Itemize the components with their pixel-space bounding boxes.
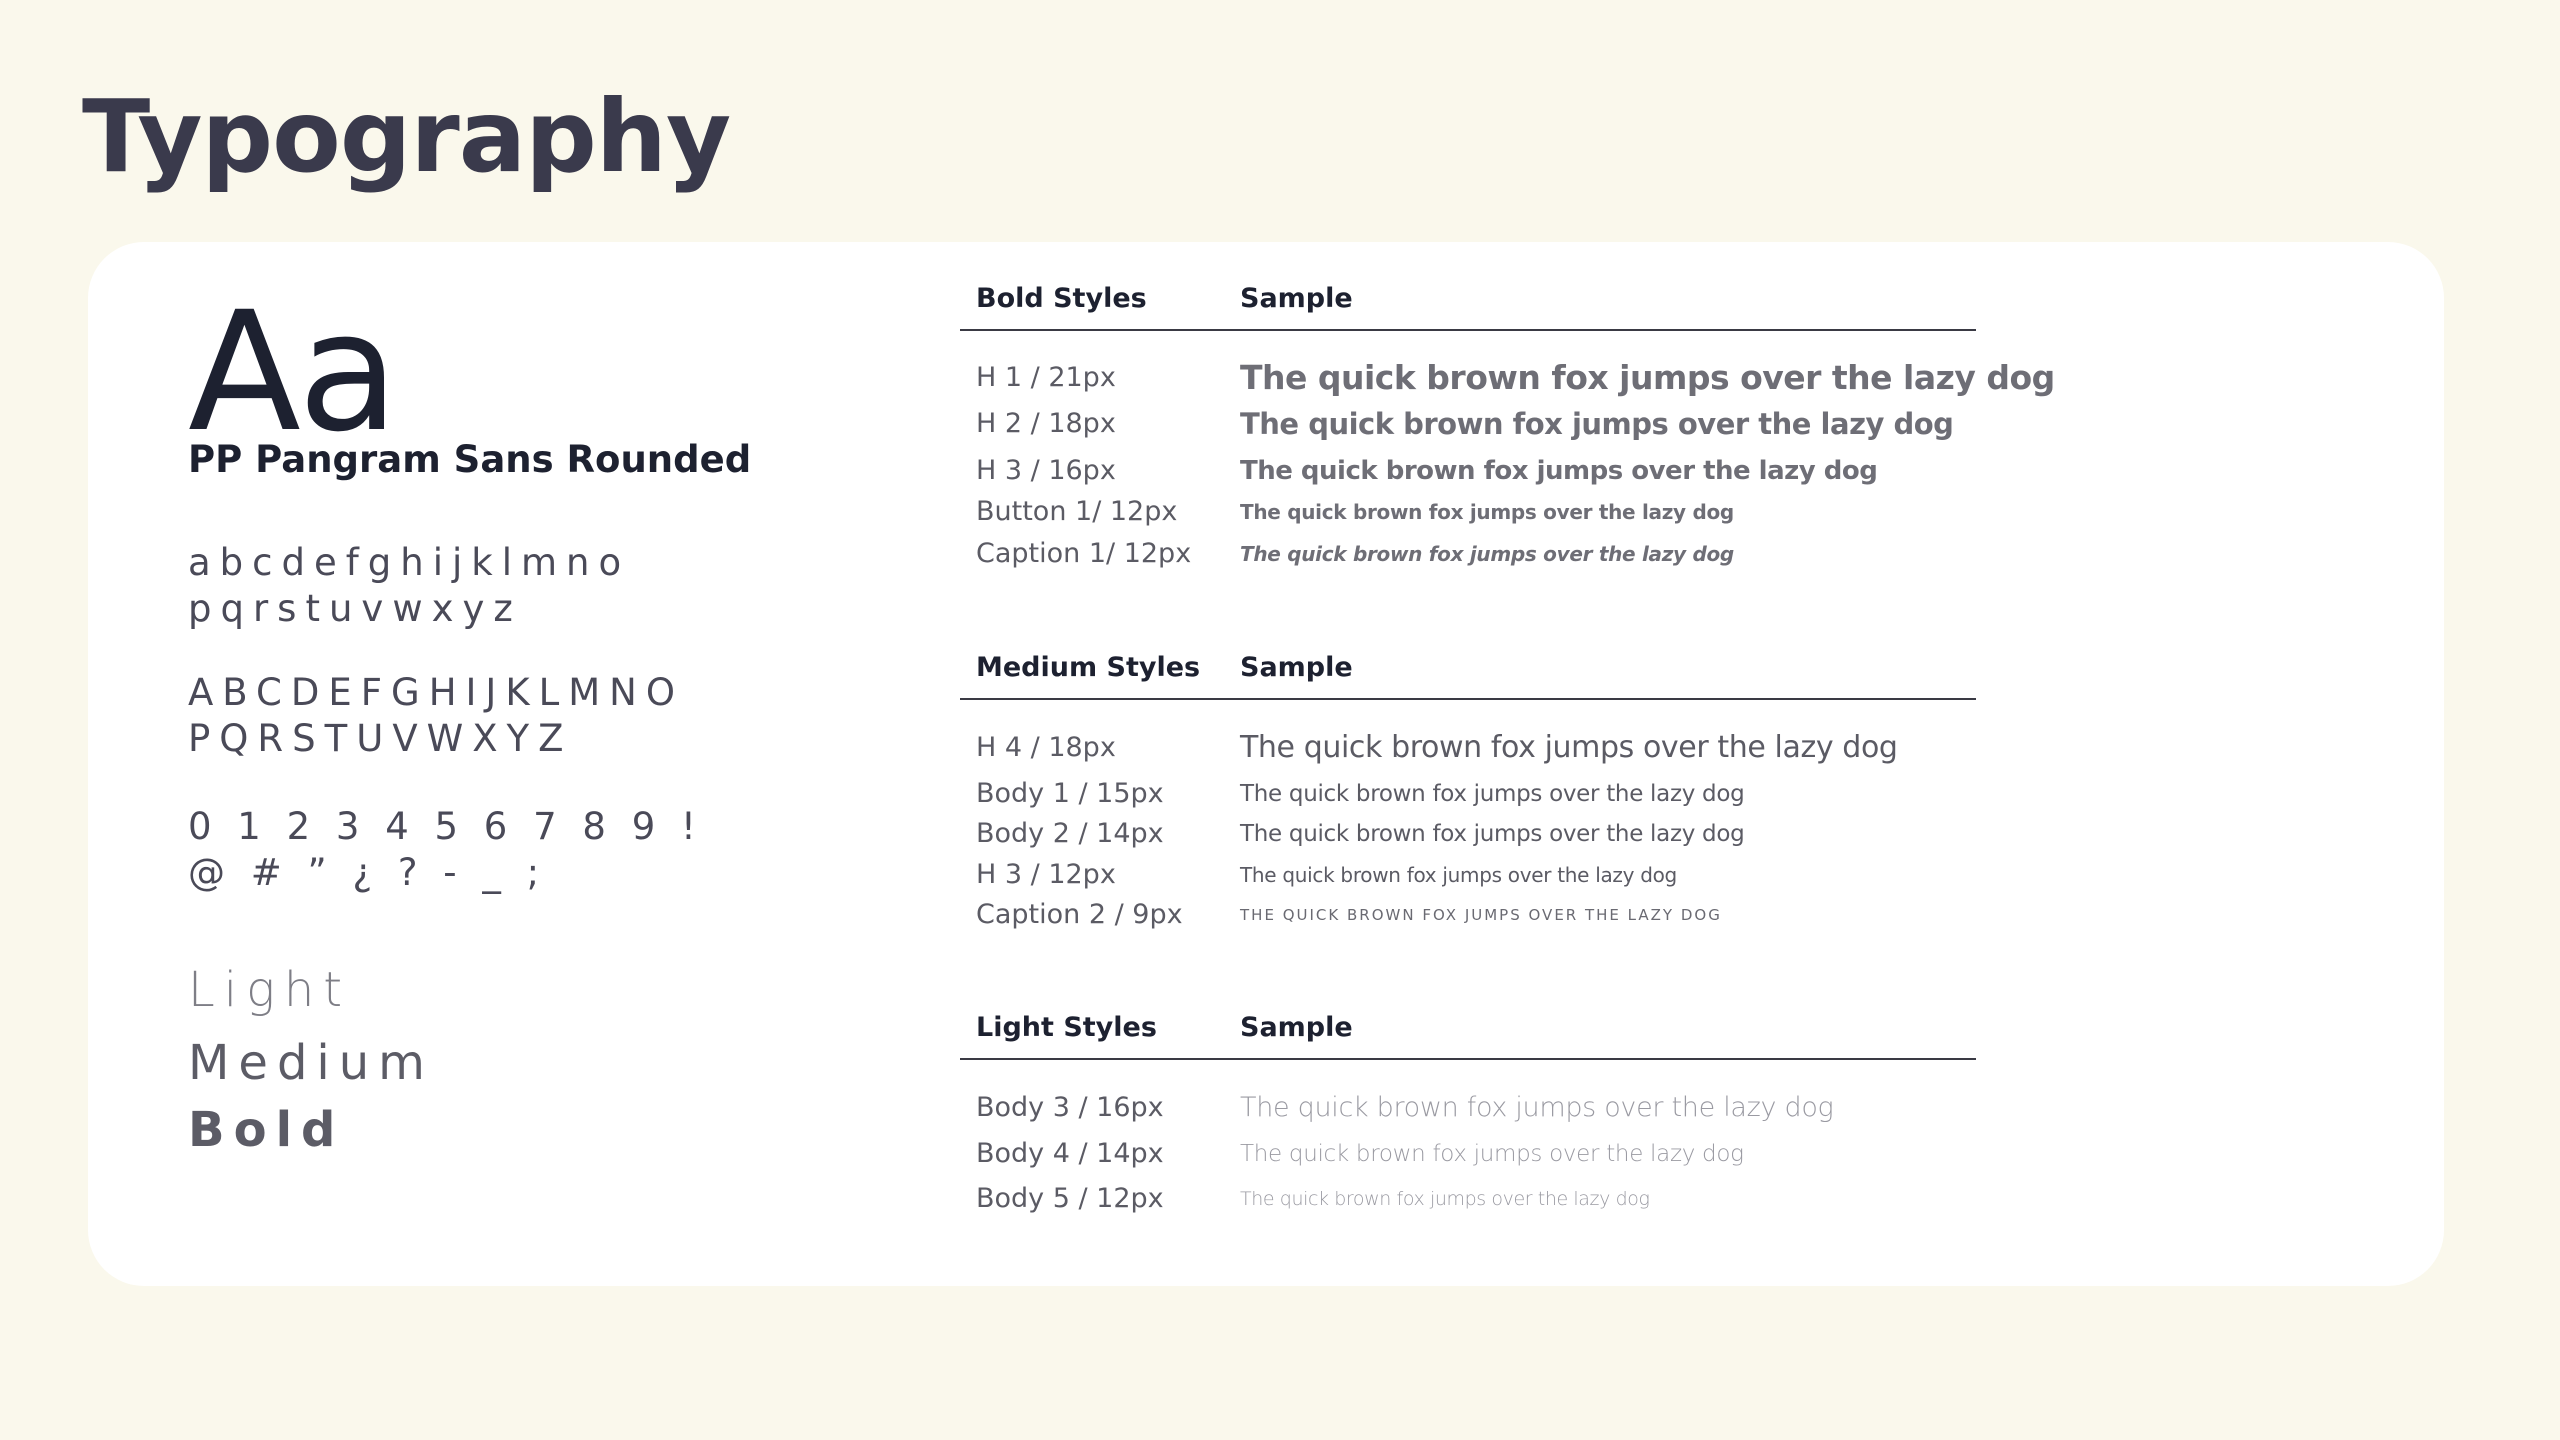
uppercase-line-2: PQRSTUVWXYZ: [188, 717, 573, 760]
style-sample: The quick brown fox jumps over the lazy dog: [1240, 542, 1734, 566]
style-sample: The quick brown fox jumps over the lazy dog: [1240, 1188, 1650, 1210]
medium-styles-header: [960, 646, 1976, 700]
weight-light: Light: [188, 962, 352, 1018]
style-label: H 4 / 18px: [976, 732, 1116, 763]
style-label: H 3 / 16px: [976, 455, 1116, 486]
style-sample: The quick brown fox jumps over the lazy dog: [1240, 1141, 1744, 1167]
font-name: PP Pangram Sans Rounded: [188, 438, 752, 481]
style-label: H 2 / 18px: [976, 408, 1116, 439]
style-sample: The quick brown fox jumps over the lazy dog: [1240, 456, 1878, 486]
lowercase-line-2: pqrstuvwxyz: [188, 587, 522, 630]
page-title: Typography: [82, 78, 731, 195]
symbols-line-2: @ # ” ¿ ? - _ ;: [188, 851, 544, 894]
weight-medium: Medium: [188, 1035, 434, 1091]
uppercase-glyphs: [188, 670, 684, 762]
style-sample: THE QUICK BROWN FOX JUMPS OVER THE LAZY DOG: [1240, 906, 1722, 924]
symbol-glyphs: [188, 804, 700, 896]
style-sample: The quick brown fox jumps over the lazy dog: [1240, 863, 1677, 887]
specimen-aa: Aa: [188, 276, 396, 468]
style-label: H 1 / 21px: [976, 362, 1116, 393]
lowercase-line-1: abcdefghijklmno: [188, 541, 631, 584]
light-styles-heading: Light Styles: [976, 1012, 1157, 1043]
style-label: H 3 / 12px: [976, 859, 1116, 890]
light-styles-header: [960, 1006, 1976, 1060]
style-sample: The quick brown fox jumps over the lazy dog: [1240, 821, 1745, 847]
style-label: Body 4 / 14px: [976, 1138, 1164, 1169]
style-label: Body 1 / 15px: [976, 778, 1164, 809]
style-label: Caption 1/ 12px: [976, 538, 1192, 569]
sample-column-heading: Sample: [1240, 652, 1353, 683]
style-sample: The quick brown fox jumps over the lazy dog: [1240, 730, 1898, 765]
medium-styles-heading: Medium Styles: [976, 652, 1201, 683]
bold-styles-heading: Bold Styles: [976, 283, 1147, 314]
style-label: Body 2 / 14px: [976, 818, 1164, 849]
style-sample: The quick brown fox jumps over the lazy dog: [1240, 781, 1745, 807]
sample-column-heading: Sample: [1240, 283, 1353, 314]
style-label: Body 5 / 12px: [976, 1183, 1164, 1214]
style-label: Body 3 / 16px: [976, 1092, 1164, 1123]
style-label: Caption 2 / 9px: [976, 899, 1183, 930]
style-sample: The quick brown fox jumps over the lazy dog: [1240, 407, 1954, 441]
style-label: Button 1/ 12px: [976, 496, 1178, 527]
style-sample: The quick brown fox jumps over the lazy dog: [1240, 500, 1734, 524]
weight-bold: Bold: [188, 1102, 345, 1158]
bold-styles-header: [960, 277, 1976, 331]
symbols-line-1: 0 1 2 3 4 5 6 7 8 9 !: [188, 805, 700, 848]
style-sample: The quick brown fox jumps over the lazy dog: [1240, 1092, 1834, 1123]
style-sample: The quick brown fox jumps over the lazy dog: [1240, 358, 2055, 397]
lowercase-glyphs: [188, 540, 630, 632]
sample-column-heading: Sample: [1240, 1012, 1353, 1043]
typography-card: [88, 242, 2444, 1286]
uppercase-line-1: ABCDEFGHIJKLMNO: [188, 671, 684, 714]
